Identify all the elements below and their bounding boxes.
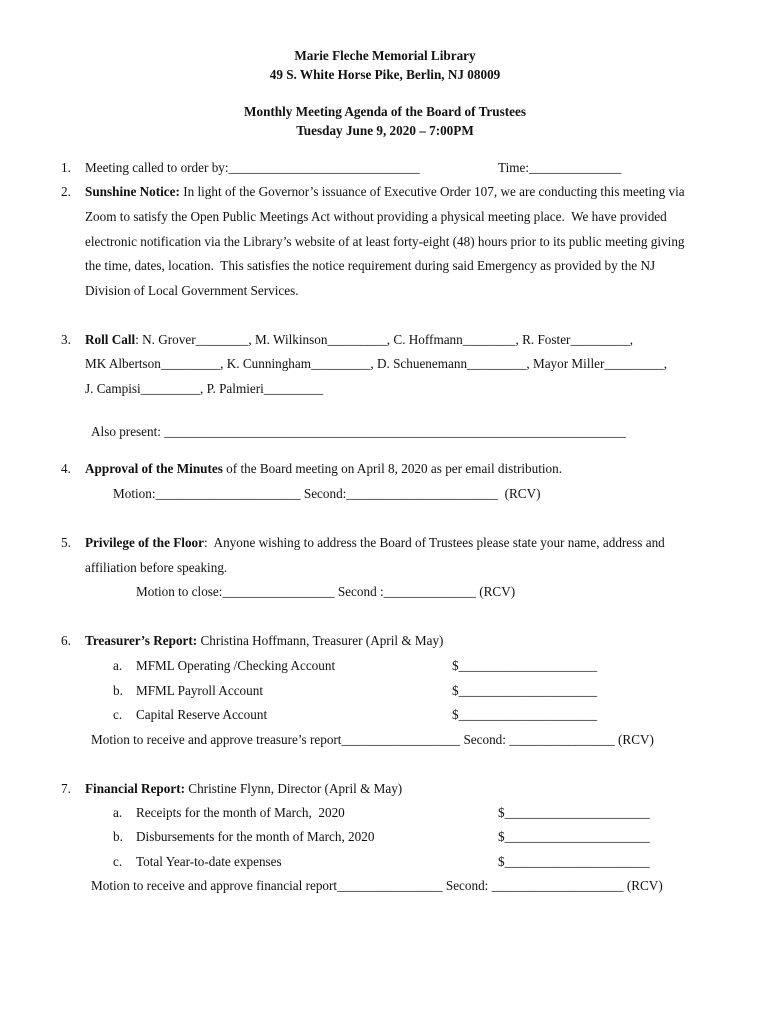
sunshine-notice-line-5: Division of Local Government Services. bbox=[85, 283, 299, 298]
treasurer-row-amount: $_____________________ bbox=[452, 683, 598, 698]
financial-row-label: Receipts for the month of March, 2020 bbox=[136, 805, 345, 820]
privilege-floor-line-2: affiliation before speaking. bbox=[85, 560, 228, 575]
treasurer-motion-line: Motion to receive and approve treasure’s report__________________ Second: ________________ (RCV) bbox=[91, 732, 654, 747]
privilege-floor-heading: Privilege of the Floor bbox=[85, 535, 205, 550]
roll-call-line-3: J. Campisi_________, P. Palmieri_________ bbox=[85, 381, 324, 396]
financial-row-amount: $______________________ bbox=[498, 854, 650, 869]
sunshine-notice-line-3: electronic notification via the Library’s website of at least forty-eight (48) hours prior to its public meeting giving bbox=[85, 234, 685, 249]
treasurer-row-label: MFML Payroll Account bbox=[136, 683, 263, 698]
minutes-approval-line: Approval of the Minutes of the Board meeting on April 8, 2020 as per email distribution. bbox=[85, 461, 563, 476]
treasurer-row-letter: b. bbox=[113, 683, 123, 698]
financial-row-label: Disbursements for the month of March, 2020 bbox=[136, 829, 375, 844]
time-line: Time:______________ bbox=[498, 160, 622, 175]
treasurer-report-heading: Treasurer’s Report: bbox=[85, 633, 198, 648]
sunshine-notice-heading: Sunshine Notice: bbox=[85, 184, 180, 199]
item-1-number: 1. bbox=[61, 160, 71, 175]
sunshine-notice-line-4: the time, dates, location. This satisfies the notice requirement during said Emergency as provided by the NJ bbox=[85, 258, 656, 273]
treasurer-row-letter: a. bbox=[113, 658, 123, 673]
call-to-order-line: Meeting called to order by:_____________________________ bbox=[85, 160, 420, 175]
financial-report-line: Financial Report: Christine Flynn, Director (April & May) bbox=[85, 781, 403, 796]
meeting-date: Tuesday June 9, 2020 – 7:00PM bbox=[296, 123, 474, 138]
financial-row-label: Total Year-to-date expenses bbox=[136, 854, 282, 869]
treasurer-row-label: Capital Reserve Account bbox=[136, 707, 268, 722]
item-2-number: 2. bbox=[61, 184, 71, 199]
roll-call-line-1: Roll Call: N. Grover________, M. Wilkinson_________, C. Hoffmann________, R. Foster_________, bbox=[85, 332, 634, 347]
library-name: Marie Fleche Memorial Library bbox=[294, 48, 476, 63]
financial-row-amount: $______________________ bbox=[498, 829, 650, 844]
minutes-approval-heading: Approval of the Minutes bbox=[85, 461, 223, 476]
privilege-floor-line-1: Privilege of the Floor: Anyone wishing to address the Board of Trustees please state your name, address and bbox=[85, 535, 665, 550]
treasurer-row-amount: $_____________________ bbox=[452, 658, 598, 673]
item-6-number: 6. bbox=[61, 633, 71, 648]
item-3-number: 3. bbox=[61, 332, 71, 347]
floor-motion-line: Motion to close:_________________ Second :______________ (RCV) bbox=[136, 584, 516, 599]
treasurer-report-line: Treasurer’s Report: Christina Hoffmann, Treasurer (April & May) bbox=[85, 633, 444, 648]
minutes-motion-line: Motion:______________________ Second:_______________________ (RCV) bbox=[113, 486, 541, 501]
financial-motion-line: Motion to receive and approve financial report________________ Second: ____________________ (RCV) bbox=[91, 878, 663, 893]
also-present-line: Also present: ______________________________________________________________________ bbox=[91, 424, 626, 439]
library-address: 49 S. White Horse Pike, Berlin, NJ 08009 bbox=[269, 67, 501, 82]
item-5-number: 5. bbox=[61, 535, 71, 550]
sunshine-notice-line-2: Zoom to satisfy the Open Public Meetings Act without providing a physical meeting place. We have provided bbox=[85, 209, 667, 224]
roll-call-heading: Roll Call bbox=[85, 332, 136, 347]
treasurer-row-letter: c. bbox=[113, 707, 123, 722]
financial-report-heading: Financial Report: bbox=[85, 781, 185, 796]
financial-row-letter: a. bbox=[113, 805, 123, 820]
treasurer-row-label: MFML Operating /Checking Account bbox=[136, 658, 336, 673]
agenda-title: Monthly Meeting Agenda of the Board of Trustees bbox=[244, 104, 526, 119]
financial-row-amount: $______________________ bbox=[498, 805, 650, 820]
item-4-number: 4. bbox=[61, 461, 71, 476]
financial-row-letter: b. bbox=[113, 829, 123, 844]
financial-row-letter: c. bbox=[113, 854, 123, 869]
roll-call-line-2: MK Albertson_________, K. Cunningham_________, D. Schuenemann_________, Mayor Miller_________, bbox=[85, 356, 668, 371]
treasurer-row-amount: $_____________________ bbox=[452, 707, 598, 722]
item-7-number: 7. bbox=[61, 781, 71, 796]
sunshine-notice-line-1: Sunshine Notice: In light of the Governor’s issuance of Executive Order 107, we are conducting this meeting via bbox=[85, 184, 685, 199]
